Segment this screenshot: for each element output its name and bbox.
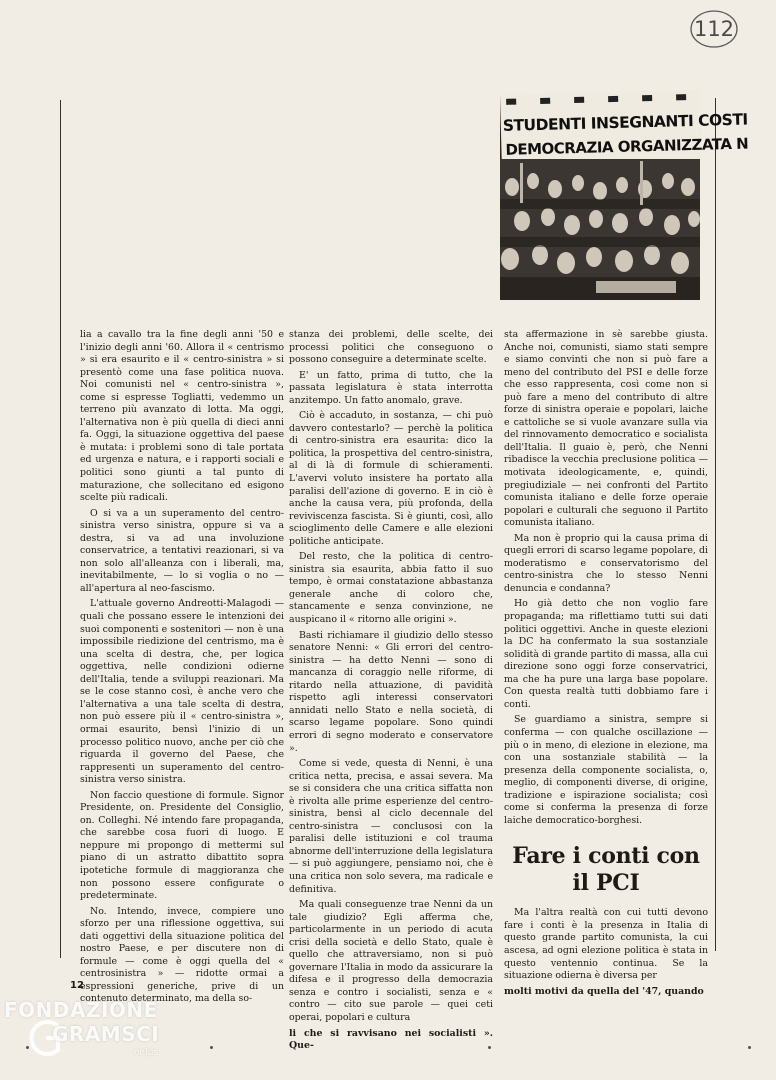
paragraph: Ciò è accaduto, in sostanza, — chi può davvero contestarlo? — perchè la politica di centro-sinistra era esaurita: dico la politica, la prospettiva del centro-sinistra, al di là di formule di schieramenti. L'avervi voluto insistere ha portato alla paralisi dell'azione di governo. E in ciò è anche la causa vera, più profonda, della reviviscenza fascista. Si è giunti, così, allo scioglimento delle Camere e alle elezioni politiche anticipate. [289,410,493,547]
paragraph: O si va a un superamento del centro-sinistra verso sinistra, oppure si va a destra, si va ad una involuzione conservatrice, a tentativi reazionari, si va non solo all'alleanza con i liberali, ma, inevitabilmente, — lo si voglia o no — all'apertura al neo-fascismo. [80,507,284,594]
paragraph: sta affermazione in sè sarebbe giusta. Anche noi, comunisti, siamo stati sempre e siamo convinti che non si può fare a meno del contributo del PSI e delle forze che esso rappresenta, così come non si può fare a meno del contributo di altre forze di sinistra operaie e popolari, laiche e cattoliche se si vuole avanzare sulla via del rinnovamento democratico e socialista dell'Italia. Il guaio è, però, che Nenni ribadisce la vecchia preclusione politica — motivata ideologicamente, e, quindi, pregiudiziale — nei confronti del Partito comunista italiano e delle forze operaie popolari e culturali che seguono il Partito comunista italiano. [504,329,708,529]
archive-watermark [4,998,204,1078]
protest-banner [500,90,749,165]
scan-speck [26,1046,29,1049]
crowd-image [500,159,700,300]
paragraph: lia a cavallo tra la fine degli anni '50 e l'inizio degli anni '60. Allora il « centrismo » si era esaurito e il « centro-sinistra » si presentò come una fase politica nuova. Noi comunisti nel « centro-sinistra », come si espresse Togliatti, vedemmo un terreno più avanzato di lotta. Ma oggi, l'alternativa non è più quella di dieci anni fa. Oggi, la situazione oggettiva del paese è mutata: i problemi sono di tale portata ed urgenza e natura, e i rapporti sociali e politici sono giunti a tal punto di maturazione, che sollecitano ed esigono scelte più radicali. [80,329,284,504]
protest-photo [500,95,749,300]
banner-line-2: DEMOCRAZIA ORGANIZZATA N [505,134,749,159]
article-column-1 [80,329,284,1009]
banner-line-1: STUDENTI INSEGNANTI COSTI [502,110,748,135]
scan-speck [748,1046,751,1049]
right-column-rule [715,98,716,951]
scan-speck [488,1046,491,1049]
page-folio: 12 [70,980,84,991]
paragraph: Ma l'altra realtà con cui tutti devono fare i conti è la presenza in Italia di questo grande partito comunista, la cui ascesa, ad ogni elezione politica è stata in questo ventennio continua. Se la situazione odierna è diversa per [504,907,708,982]
paragraph: No. Intendo, invece, compiere uno sforzo per una riflessione oggettiva, sui dati oggettivi della situazione politica del nostro Paese, e per discutere non di formule — come è oggi quella del « centrosinistra » — ridotte ormai a espressioni generiche, prive di un contenuto determinato, ma della so- [80,905,284,1005]
paragraph: Ma non è proprio qui la causa prima di quegli errori di scarso legame popolare, di moderatismo e conservatorismo del centro-sinistra che lo stesso Nenni denuncia e condanna? [504,532,708,594]
paragraph: E' un fatto, prima di tutto, che la passata legislatura è stata interrotta anzitempo. Un fatto anomalo, grave. [289,369,493,406]
scan-speck [210,1046,213,1049]
watermark-line-3: onlus [134,1048,159,1058]
section-headline: Fare i conti con il PCI [512,843,700,897]
archive-page-mark [689,8,739,50]
paragraph: L'attuale governo Andreotti-Malagodi — quali che possano essere le intenzioni dei suoi componenti e sostenitori — non è una impossibile riedizione del centrismo, ma è una scelta di destra, che, per logica oggettiva, nelle condizioni odierne dell'Italia, tende a sviluppi reazionari. Ma se le cose stanno così, è anche vero che l'alternativa a una tale scelta di destra, non può essere più il « centro-sinistra », ormai esaurito, bensì l'inizio di un processo politico nuovo, anche per ciò che riguarda il governo del Paese, che rappresenti un superamento del centro-sinistra verso sinistra. [80,598,284,786]
paragraph: stanza dei problemi, delle scelte, dei processi politici che conseguono o possono conseguire a determinate scelte. [289,329,493,366]
paragraph-tail: li che si ravvisano nei socialisti ». Que- [289,1027,493,1052]
paragraph: Del resto, che la politica di centro-sinistra sia esaurita, abbia fatto il suo tempo, è ormai constatazione abbastanza generale anche di coloro che, stancamente e senza convinzione, ne auspicano il « ritorno alle origini ». [289,551,493,626]
paragraph: Se guardiamo a sinistra, sempre si conferma — con qualche oscillazione — più o in meno, di elezione in elezione, ma con una sostanziale stabilità — la presenza della componente socialista, o, meglio, di componenti diverse, di origine, tradizione e ispirazione socialista; così come si conferma la presenza di forze laiche democratico-borghesi. [504,714,708,826]
paragraph: Ma quali conseguenze trae Nenni da un tale giudizio? Egli afferma che, particolarmente in un periodo di acuta crisi della società e dello Stato, quale è quello che attraversiamo, non si può governare l'Italia in modo da assicurare la difesa e il progresso della democrazia senza e contro i socialisti, senza e « contro — cito sue parole — quei ceti operai, popolari e cultura [289,899,493,1023]
paragraph: Non faccio questione di formule. Signor Presidente, on. Presidente del Consiglio, on. Colleghi. Né intendo fare propaganda, che sarebbe cosa fuori di luogo. E neppure mi propongo di mettermi sul piano di un astratto dibattito sopra ipotetiche formule di maggioranza che non possono essere configurate o predeterminate. [80,789,284,902]
article-column-2 [289,329,493,1056]
watermark-line-1: FONDAZIONE [4,998,158,1022]
paragraph: Basti richiamare il giudizio dello stesso senatore Nenni: « Gli errori del centro-sinistra — ha detto Nenni — sono di mancanza di coraggio nelle riforme, di ritardo nella attuazione, di pavidità rispetto agli interessi conservatori annidati nello Stato e nella società, di scarso legame popolare. Sono quindi errori di segno moderato e conservatore ». [289,629,493,754]
paragraph: Come si vede, questa di Nenni, è una critica netta, precisa, e assai severa. Ma se si considera che una critica siffatta non è rivolta alle prime esperienze del centro-sinistra, bensì al ciclo decennale del centro-sinistra — conclusosi con la paralisi delle istituzioni e col trauma abnorme dell'interruzione della legislatura — si può aggiungere, pensiamo noi, che è una critica non solo severa, ma radicale e definitiva. [289,758,493,895]
article-column-3 [504,329,708,1001]
paragraph-tail: molti motivi da quella del '47, quando [504,985,704,997]
watermark-line-2: GRAMSCI [52,1022,160,1046]
archive-page-number: 112 [693,17,735,41]
left-column-rule [60,100,61,958]
paragraph: Ho già detto che non voglio fare propaganda; ma riflettiamo tutti sui dati politici oggettivi. Anche in queste elezioni la DC ha confermato la sua sostanziale solidità di grande partito di massa, alla cui direzione sono oggi forze conservatrici, ma che ha pure una larga base popolare. Con questa realtà tutti dobbiamo fare i conti. [504,598,708,710]
